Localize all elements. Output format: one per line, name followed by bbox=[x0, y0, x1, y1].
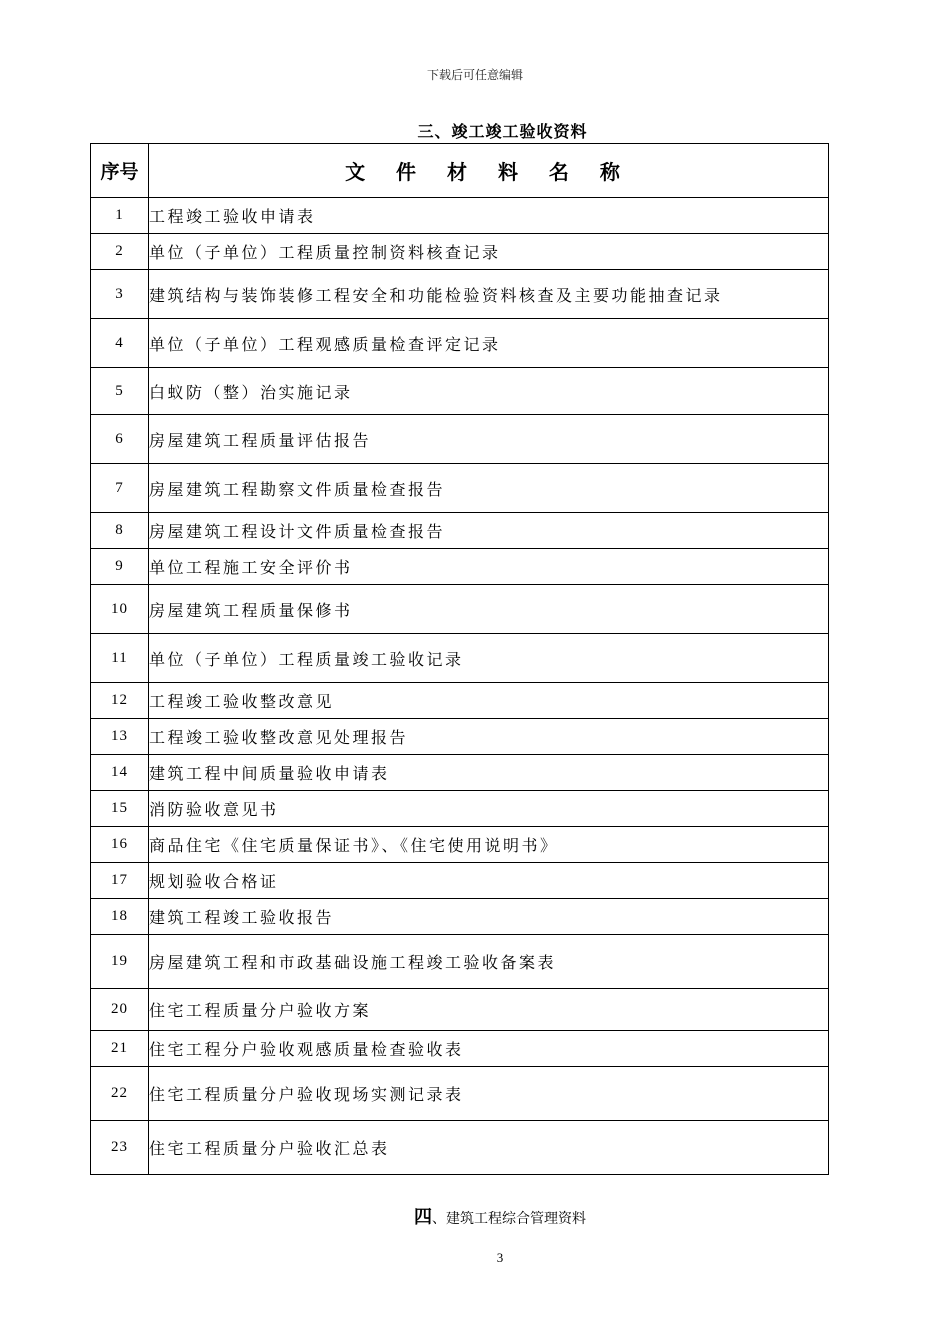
row-number: 9 bbox=[91, 549, 149, 585]
row-number: 3 bbox=[91, 270, 149, 319]
table-row bbox=[91, 270, 829, 319]
row-document-name: 房屋建筑工程质量评估报告 bbox=[149, 415, 829, 464]
row-number: 4 bbox=[91, 319, 149, 368]
row-document-name: 建筑工程中间质量验收申请表 bbox=[149, 755, 829, 791]
table-row bbox=[91, 719, 829, 755]
table-header-row bbox=[91, 144, 829, 198]
row-number: 5 bbox=[91, 368, 149, 415]
row-number: 1 bbox=[91, 198, 149, 234]
row-document-name: 住宅工程质量分户验收汇总表 bbox=[149, 1121, 829, 1175]
row-number: 18 bbox=[91, 899, 149, 935]
table-row bbox=[91, 549, 829, 585]
table-row bbox=[91, 634, 829, 683]
header-note: 下载后可任意编辑 bbox=[426, 68, 523, 82]
table-row bbox=[91, 585, 829, 634]
row-number: 6 bbox=[91, 415, 149, 464]
row-document-name: 工程竣工验收申请表 bbox=[149, 198, 829, 234]
row-document-name: 房屋建筑工程和市政基础设施工程竣工验收备案表 bbox=[149, 935, 829, 989]
row-document-name: 工程竣工验收整改意见 bbox=[149, 683, 829, 719]
row-number: 10 bbox=[91, 585, 149, 634]
documents-table bbox=[90, 143, 829, 1175]
row-document-name: 单位（子单位）工程观感质量检查评定记录 bbox=[149, 319, 829, 368]
column-header-number: 序号 bbox=[91, 144, 149, 198]
table-row bbox=[91, 415, 829, 464]
row-document-name: 房屋建筑工程设计文件质量检查报告 bbox=[149, 513, 829, 549]
section-title: 三、竣工竣工验收资料 bbox=[417, 122, 588, 141]
row-document-name: 单位（子单位）工程质量控制资料核查记录 bbox=[149, 234, 829, 270]
table-row bbox=[91, 863, 829, 899]
table-row bbox=[91, 827, 829, 863]
row-number: 20 bbox=[91, 989, 149, 1031]
table-row bbox=[91, 1121, 829, 1175]
table-row bbox=[91, 935, 829, 989]
row-document-name: 建筑结构与装饰装修工程安全和功能检验资料核查及主要功能抽查记录 bbox=[149, 270, 829, 319]
row-number: 7 bbox=[91, 464, 149, 513]
table-row bbox=[91, 989, 829, 1031]
row-number: 13 bbox=[91, 719, 149, 755]
row-document-name: 消防验收意见书 bbox=[149, 791, 829, 827]
row-document-name: 房屋建筑工程勘察文件质量检查报告 bbox=[149, 464, 829, 513]
table-row bbox=[91, 234, 829, 270]
table-row bbox=[91, 1067, 829, 1121]
row-number: 16 bbox=[91, 827, 149, 863]
table-row bbox=[91, 368, 829, 415]
row-document-name: 住宅工程质量分户验收现场实测记录表 bbox=[149, 1067, 829, 1121]
page-number: 3 bbox=[496, 1250, 504, 1265]
next-section-number: 四 bbox=[414, 1207, 432, 1228]
row-number: 8 bbox=[91, 513, 149, 549]
table-row bbox=[91, 1031, 829, 1067]
table-row bbox=[91, 899, 829, 935]
table-row bbox=[91, 791, 829, 827]
row-document-name: 商品住宅《住宅质量保证书》、《住宅使用说明书》 bbox=[149, 827, 829, 863]
row-number: 19 bbox=[91, 935, 149, 989]
table-row bbox=[91, 755, 829, 791]
row-document-name: 白蚁防（整）治实施记录 bbox=[149, 368, 829, 415]
row-number: 11 bbox=[91, 634, 149, 683]
table-row bbox=[91, 464, 829, 513]
row-number: 17 bbox=[91, 863, 149, 899]
row-document-name: 房屋建筑工程质量保修书 bbox=[149, 585, 829, 634]
row-document-name: 单位（子单位）工程质量竣工验收记录 bbox=[149, 634, 829, 683]
row-document-name: 住宅工程质量分户验收方案 bbox=[149, 989, 829, 1031]
row-number: 14 bbox=[91, 755, 149, 791]
table-row bbox=[91, 319, 829, 368]
row-document-name: 规划验收合格证 bbox=[149, 863, 829, 899]
row-document-name: 工程竣工验收整改意见处理报告 bbox=[149, 719, 829, 755]
table-row bbox=[91, 513, 829, 549]
row-number: 23 bbox=[91, 1121, 149, 1175]
row-number: 15 bbox=[91, 791, 149, 827]
row-document-name: 住宅工程分户验收观感质量检查验收表 bbox=[149, 1031, 829, 1067]
row-document-name: 单位工程施工安全评价书 bbox=[149, 549, 829, 585]
column-header-name: 文 件 材 料 名 称 bbox=[149, 144, 829, 198]
row-document-name: 建筑工程竣工验收报告 bbox=[149, 899, 829, 935]
row-number: 2 bbox=[91, 234, 149, 270]
table-row bbox=[91, 198, 829, 234]
row-number: 12 bbox=[91, 683, 149, 719]
table-row bbox=[91, 683, 829, 719]
row-number: 21 bbox=[91, 1031, 149, 1067]
next-section-title: 、建筑工程综合管理资料 bbox=[432, 1211, 586, 1227]
next-section-heading bbox=[0, 1203, 950, 1229]
row-number: 22 bbox=[91, 1067, 149, 1121]
